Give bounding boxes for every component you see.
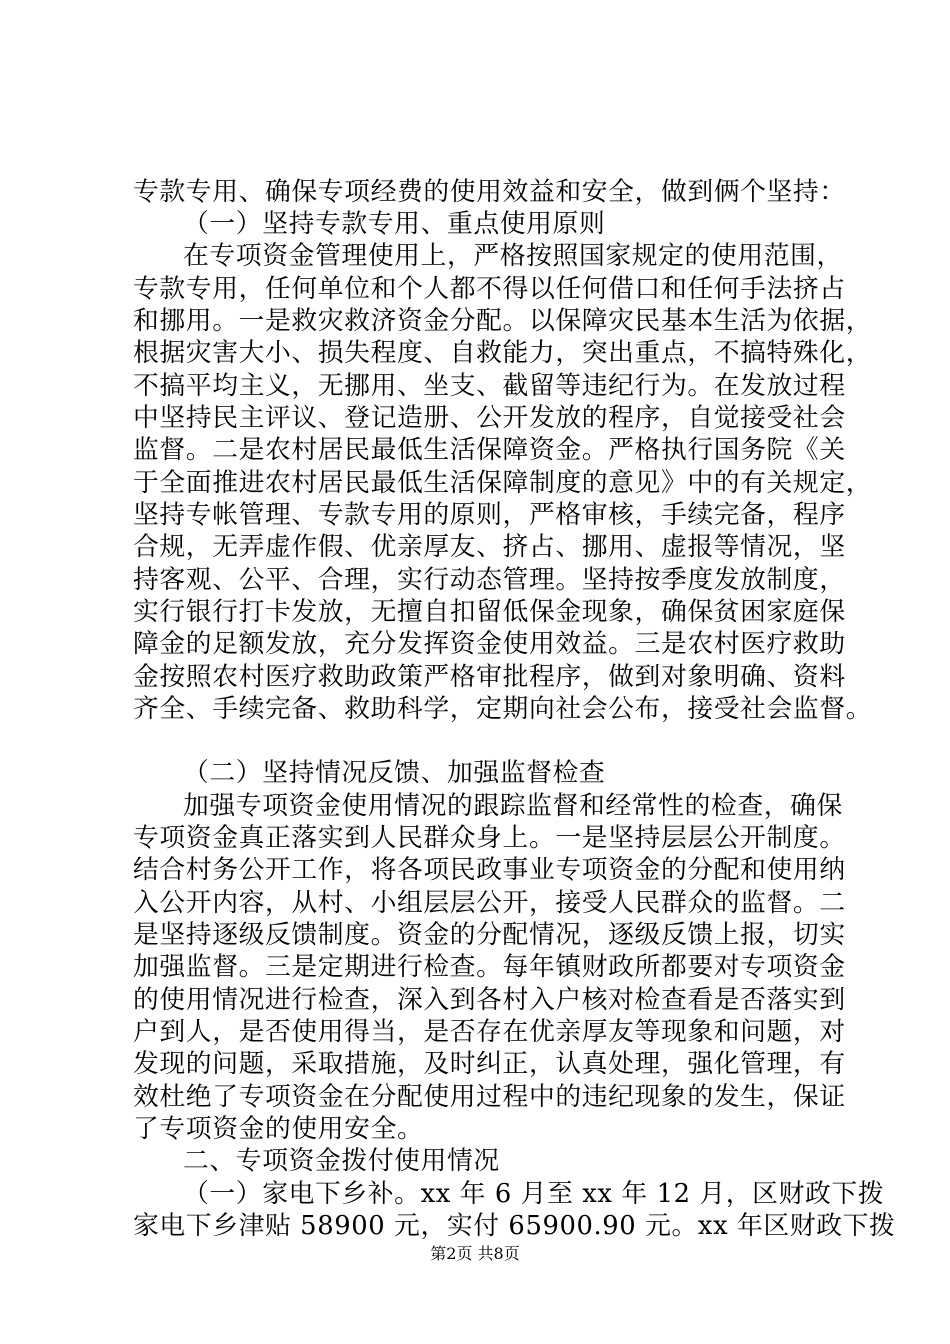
text-line: 合规，无弄虚作假、优亲厚友、挤占、挪用、虚报等情况，坚 bbox=[133, 532, 846, 562]
text-line: 坚持专帐管理、专款专用的原则，严格审核，手续完备，程序 bbox=[133, 500, 846, 530]
text-line: 监督。二是农村居民最低生活保障资金。严格执行国务院《关 bbox=[133, 435, 846, 465]
text-line: 加强专项资金使用情况的跟踪监督和经常性的检查，确保 bbox=[183, 791, 843, 821]
section-heading: 二、专项资金拨付使用情况 bbox=[183, 1146, 500, 1176]
text-line: 户到人，是否使用得当，是否存在优亲厚友等现象和问题，对 bbox=[133, 1017, 846, 1047]
text-line: 于全面推进农村居民最低生活保障制度的意见》中的有关规定， bbox=[133, 468, 873, 498]
text-line: 专款专用、确保专项经费的使用效益和安全，做到俩个坚持： bbox=[133, 177, 846, 207]
text-line: 入公开内容，从村、小组层层公开，接受人民群众的监督。二 bbox=[133, 888, 846, 918]
text-line: 根据灾害大小、损失程度、自救能力，突出重点，不搞特殊化， bbox=[133, 338, 873, 368]
section-heading: （二）坚持情况反馈、加强监督检查 bbox=[183, 758, 606, 788]
page-footer: 第2页 共8页 bbox=[430, 1244, 520, 1263]
section-heading: （一）坚持专款专用、重点使用原则 bbox=[183, 209, 606, 239]
text-line: （一）家电下乡补。xx 年 6 月至 xx 年 12 月，区财政下拨 bbox=[183, 1179, 885, 1209]
text-line: 发现的问题，采取措施，及时纠正，认真处理，强化管理，有 bbox=[133, 1049, 846, 1079]
text-line: 专项资金真正落实到人民群众身上。一是坚持层层公开制度。 bbox=[133, 823, 846, 853]
text-line: 专款专用，任何单位和个人都不得以任何借口和任何手法挤占 bbox=[133, 274, 846, 304]
text-line: 中坚持民主评议、登记造册、公开发放的程序，自觉接受社会 bbox=[133, 403, 846, 433]
text-line: 齐全、手续完备、救助科学，定期向社会公布，接受社会监督。 bbox=[133, 694, 873, 724]
text-line: 障金的足额发放，充分发挥资金使用效益。三是农村医疗救助 bbox=[133, 629, 846, 659]
text-line: 了专项资金的使用安全。 bbox=[133, 1114, 424, 1144]
text-line: 和挪用。一是救灾救济资金分配。以保障灾民基本生活为依据， bbox=[133, 306, 873, 336]
text-line: 实行银行打卡发放，无擅自扣留低保金现象，确保贫困家庭保 bbox=[133, 597, 846, 627]
text-line: 在专项资金管理使用上，严格按照国家规定的使用范围， bbox=[183, 241, 843, 271]
text-line: 家电下乡津贴 58900 元，实付 65900.90 元。xx 年区财政下拨 bbox=[133, 1211, 896, 1241]
text-line: 加强监督。三是定期进行检查。每年镇财政所都要对专项资金 bbox=[133, 952, 846, 982]
text-line: 是坚持逐级反馈制度。资金的分配情况，逐级反馈上报，切实 bbox=[133, 920, 846, 950]
text-line: 结合村务公开工作，将各项民政事业专项资金的分配和使用纳 bbox=[133, 855, 846, 885]
text-line: 金按照农村医疗救助政策严格审批程序，做到对象明确、资料 bbox=[133, 662, 846, 692]
text-line: 不搞平均主义，无挪用、坐支、截留等违纪行为。在发放过程 bbox=[133, 371, 846, 401]
text-line: 效杜绝了专项资金在分配使用过程中的违纪现象的发生，保证 bbox=[133, 1082, 846, 1112]
text-line: 持客观、公平、合理，实行动态管理。坚持按季度发放制度， bbox=[133, 565, 846, 595]
text-line: 的使用情况进行检查，深入到各村入户核对检查看是否落实到 bbox=[133, 985, 846, 1015]
